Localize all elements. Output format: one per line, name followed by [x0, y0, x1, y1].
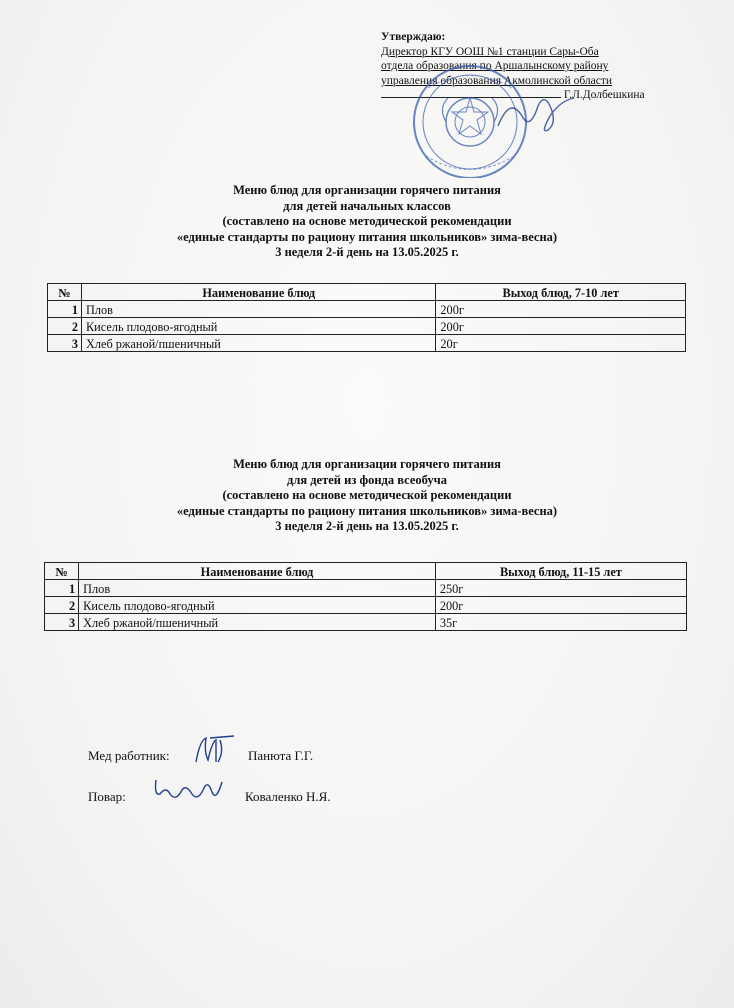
col-number-header: № — [45, 563, 79, 580]
dish-portion: 35г — [435, 614, 686, 631]
col-portion-header: Выход блюд, 7-10 лет — [436, 284, 686, 301]
dish-name: Хлеб ржаной/пшеничный — [79, 614, 436, 631]
col-portion-header: Выход блюд, 11-15 лет — [435, 563, 686, 580]
med-worker-name: Панюта Г.Г. — [248, 748, 314, 763]
menu1-table — [47, 283, 686, 352]
dish-name: Кисель плодово-ягодный — [79, 597, 436, 614]
dish-name: Плов — [81, 301, 435, 318]
menu1-heading — [0, 183, 734, 261]
approval-signer: Г.Л.Долбешкина — [563, 89, 645, 102]
menu2-table — [44, 562, 687, 631]
col-dish-name-header: Наименование блюд — [81, 284, 435, 301]
col-dish-name-header: Наименование блюд — [79, 563, 436, 580]
menu1-title-line-3: (составлено на основе методической рекомендации — [222, 214, 512, 229]
approval-line-1: Директор КГУ ООШ №1 станции Сары-Оба — [381, 45, 599, 58]
dish-name: Хлеб ржаной/пшеничный — [81, 335, 435, 352]
table-row — [45, 614, 687, 631]
dish-portion: 200г — [436, 318, 686, 335]
cook-signature — [150, 774, 228, 810]
menu1-title-line-1: Меню блюд для организации горячего питания — [233, 183, 501, 197]
med-worker-signature — [190, 732, 240, 768]
cook-name: Коваленко Н.Я. — [245, 789, 331, 804]
table-row — [48, 318, 686, 335]
dish-portion: 250г — [435, 580, 686, 597]
director-signature — [490, 86, 580, 141]
cook-label: Повар: — [88, 789, 126, 804]
col-number-header: № — [48, 284, 82, 301]
table-header-row — [48, 284, 686, 301]
approval-line-2: отдела образования по Аршалынскому району — [381, 60, 609, 73]
menu1-title-line-2: для детей начальных классов — [283, 198, 451, 213]
row-number: 3 — [48, 335, 82, 352]
menu2-title-line-2: для детей из фонда всеобуча — [287, 472, 447, 487]
row-number: 1 — [45, 580, 79, 597]
dish-portion: 20г — [436, 335, 686, 352]
table-row — [45, 580, 687, 597]
dish-portion: 200г — [436, 301, 686, 318]
table-row — [45, 597, 687, 614]
approval-line-3: управления образования Акмолинской области — [381, 74, 613, 87]
menu2-title-line-4: «единые стандарты по рациону питания школьников» зима-весна) — [176, 503, 558, 518]
menu1-title-line-4: «единые стандарты по рациону питания школьников» зима-весна) — [176, 229, 558, 244]
menu2-heading — [0, 457, 734, 535]
dish-name: Кисель плодово-ягодный — [81, 318, 435, 335]
menu2-title-line-1: Меню блюд для организации горячего питания — [233, 457, 501, 471]
table-header-row — [45, 563, 687, 580]
table-row — [48, 301, 686, 318]
med-worker-label: Мед работник: — [88, 748, 170, 763]
dish-name: Плов — [79, 580, 436, 597]
menu2-title-line-3: (составлено на основе методической рекомендации — [222, 488, 512, 503]
dish-portion: 200г — [435, 597, 686, 614]
table-row — [48, 335, 686, 352]
menu2-title-line-5: 3 неделя 2-й день на 13.05.2025 г. — [275, 519, 459, 534]
row-number: 2 — [48, 318, 82, 335]
row-number: 3 — [45, 614, 79, 631]
approval-title: Утверждаю: — [381, 31, 446, 43]
menu1-title-line-5: 3 неделя 2-й день на 13.05.2025 г. — [275, 245, 459, 260]
row-number: 1 — [48, 301, 82, 318]
row-number: 2 — [45, 597, 79, 614]
